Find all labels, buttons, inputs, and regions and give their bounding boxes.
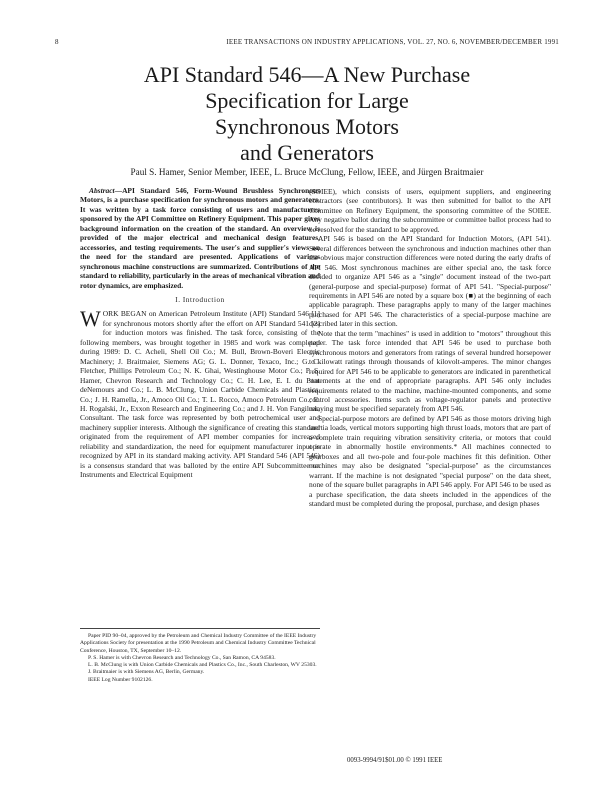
copyright-id: 0093-9994/91$01.00 © 1991 IEEE bbox=[347, 757, 443, 764]
running-header bbox=[55, 38, 559, 50]
right-paragraph-1: (SOIEE), which consists of users, equipment suppliers, and engineering contractors (see contributors). It was then submitted for ballot to the API Committee on Refinery Equipment, the sponsoring committee of the SOIEE. Any negative ballot during the subcommittee or committee ballot process had to be resolved for the standard to be approved. bbox=[309, 187, 551, 234]
section-heading-introduction: I. Introduction bbox=[175, 295, 225, 304]
right-paragraph-3: Note that the term "machines" is used in addition to "motors" throughout this paper. The task force intended that API 546 be used to purchase both synchronous motors and generators from ratings of several hundred horsepower to kilowatt ratings through thousands of kilovolt-amperes. The minor changes required for API 546 to be applicable to generators are indicated in parenthetical statements at the end of appropriate paragraphs. API 546 only includes requirements related to the machine, machine-mounted components, and some control accessories. Items such as voltage-regulator panels and protective relaying must be specified separately from API 546. bbox=[309, 328, 551, 414]
intro-paragraph-1-text: ORK BEGAN on American Petroleum Institute (API) Standard 546 [1] for synchronous motors shortly after the effort on API Standard 541 [2] for induction motors was finished. The task force, consisting of the following members, was brought together in 1985 and work was completed during 1989: D. C. Acheli, Shell Oil Co.; M. Bull, Brown-Boveri Electric Machinery; J. Braitmaier, Siemens AG; G. L. Donner, Texaco, Inc.; G. C. Fletcher, Phillips Petroleum Co.; N. K. Ghai, Westinghouse Motor Co.; P. S. Hamer, Chevron Research and Technology Co.; C. H. Lee, E. I. du Pont deNemours and Co.; L. B. McClung, Union Carbide Chemicals and Plastics, Co.; J. H. Ramella, Jr., Amoco Oil Co.; T. L. Rocco, Amoco Petroleum Co.; E. H. Rogalski, Jr., Exxon Research and Engineering Co.; and J. H. Von Fangiluar, Consultant. The task force was represented by both petrochemical user and machinery supplier interests. Although the significance of creating this standard originated from the requirement of API member companies for increased reliability and standardization, the need for equipment manufacturer input is recognized by API in its standard making activity. API Standard 546 (API 546) is a consensus standard that was balloted by the entire API Subcommittee on Instruments and Electrical Equipment bbox=[80, 309, 320, 480]
title-line-3: Synchronous Motors bbox=[215, 114, 399, 139]
paper-title bbox=[0, 62, 614, 166]
abstract bbox=[80, 186, 320, 290]
footnote-4: J. Braitmaier is with Siemens AG, Berlin, Germany. bbox=[88, 669, 205, 676]
right-paragraph-2: API 546 is based on the API Standard for Induction Motors, (API 541). Several differences between the synchronous and induction machines other than the obvious major construction differences were noted during the early drafts of API 546. Most synchronous machines are either special ano, the task force decided to organize API 546 as a "single" document instead of the two-part (general-purpose and special-purpose) format of API 541. "Special-purpose" requirements in API 546 are noted by a square box (■) at the beginning of each applicable paragraph. These paragraphs apply to many of the larger machines purchased for API 546. The characteristics of a special-purpose machine are described later in this section. bbox=[309, 234, 551, 329]
drop-cap: W bbox=[80, 306, 101, 332]
right-paragraph-4: Special-purpose motors are defined by API 546 as those motors driving high inertia loads, vertical motors supporting high thrust loads, motors that are part of a complete train requiring vibration sensitivity criteria, or motors that could operate in abnormally hostile environments.* All machines connected to gearboxes and all two-pole and four-pole machines fit this definition. Other machines may also be designated "special-purpose" as the circumstances warrant. If the machine is not designated "special purpose" on the data sheet, none of the square bullet paragraphs in API 546 apply. For API 546 to be used as a purchase specification, the data sheets included in the appendices of the standard must be completed during the proposal, purchase, and design phases bbox=[309, 413, 551, 508]
footnote-2: P. S. Hamer is with Chevron Research and Technology Co., San Ramon, CA 94583. bbox=[88, 654, 276, 661]
footnote-1: Paper PID 90–04, approved by the Petroleum and Chemical Industry Committee of the IEEE Industry Applications Society for presentation at the 1990 Petroleum and Chemical Industry Committee Technical Conference, Houston, TX, September 10–12. bbox=[80, 633, 317, 654]
title-line-2: Specification for Large bbox=[205, 88, 409, 113]
footnote-5: IEEE Log Number 9102126. bbox=[88, 676, 153, 683]
footnotes bbox=[80, 628, 320, 684]
title-line-1: API Standard 546—A New Purchase bbox=[143, 62, 471, 87]
author-line: Paul S. Hamer, Senior Member, IEEE, L. Bruce McClung, Fellow, IEEE, and Jürgen Braitmaier bbox=[130, 167, 484, 177]
journal-header: IEEE TRANSACTIONS ON INDUSTRY APPLICATIONS, VOL. 27, NO. 6, NOVEMBER/DECEMBER 1991 bbox=[226, 38, 559, 46]
footnote-3: L. B. McClung is with Union Carbide Chemicals and Plastics Co., Inc., South Charleston, WV 25303. bbox=[88, 662, 317, 669]
right-column bbox=[309, 187, 551, 508]
abstract-text: —API Standard 546, Form-Wound Brushless Synchronous Motors, is a purchase specification for synchronous motors and generators. It was written by a task force consisting of users and manufacturers sponsored by the API Committee on Refinery Equipment. This paper gives background information on the creation of the standard. An overview is provided of the major electrical and mechanical design features, accessories, and testing requirements. The user's and supplier's views on the need for the standard are presented. Applications of various synchronous machine constructions are summarized. Contributions of the standard to reliability, particularly in the areas of mechanical vibration and rotor dynamics, are emphasized. bbox=[80, 186, 320, 290]
abstract-label: Abstract bbox=[89, 186, 115, 195]
intro-paragraph-1 bbox=[80, 306, 320, 480]
page-number: 8 bbox=[55, 38, 59, 46]
title-line-4: and Generators bbox=[240, 140, 374, 165]
left-column bbox=[80, 186, 320, 480]
